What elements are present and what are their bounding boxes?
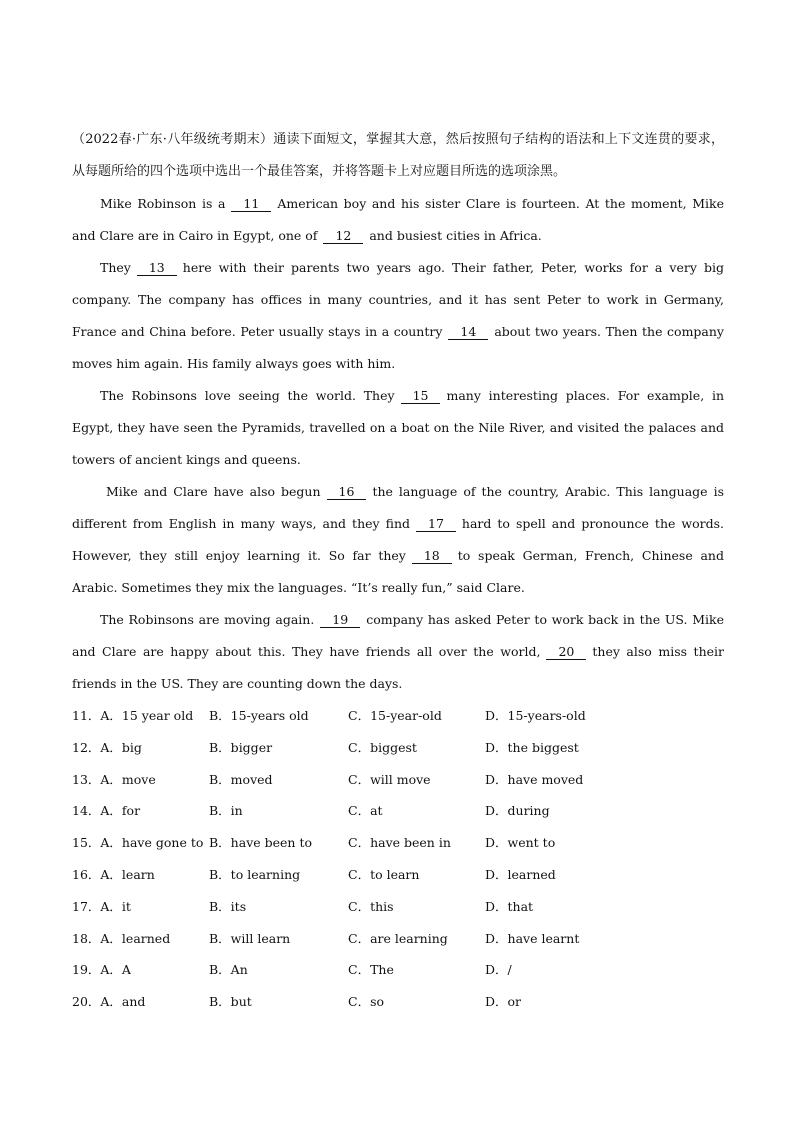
text: The Robinsons love seeing the world. They (100, 388, 395, 403)
option-c: C．so (348, 994, 385, 1010)
paragraph-3 (72, 380, 724, 476)
option-c: C．have been in (348, 835, 451, 851)
blank-17: 17 (416, 517, 456, 532)
option-b: B．in (209, 803, 243, 819)
blank-16: 16 (327, 485, 367, 500)
text: the language of the country, Arabic. This language is different from English in many ways, and they find (72, 484, 724, 531)
text: Mike and Clare have also begun (106, 484, 321, 499)
option-a: 14．A．for (72, 803, 141, 819)
option-a: 12．A．big (72, 739, 142, 755)
option-d: D．that (485, 898, 534, 914)
text: hard to spell and pronounce the words. However, they still enjoy learning it. So far they (72, 516, 725, 563)
option-d: D．have moved (485, 771, 584, 787)
option-a: 16．A．learn (72, 866, 155, 882)
option-c: C．The (348, 962, 394, 978)
option-a: 18．A．learned (72, 930, 171, 946)
blank-12: 12 (323, 229, 363, 244)
option-b: B．but (209, 994, 252, 1010)
option-c: C．this (348, 898, 394, 914)
paragraph-2 (72, 252, 724, 380)
text: they also miss their friends in the US. They are counting down the days. (72, 644, 725, 691)
question-row (72, 795, 724, 827)
paragraph-5 (72, 604, 724, 700)
text: company has asked Peter to work back in the US. Mike and Clare are happy about this. They have friends all over the world, (72, 612, 724, 659)
option-d: D．or (485, 994, 522, 1010)
option-a: 19．A．A (72, 962, 131, 978)
option-a: 20．A．and (72, 994, 146, 1010)
text: They (100, 260, 131, 275)
option-b: B．have been to (209, 835, 312, 851)
option-b: B．bigger (209, 739, 273, 755)
option-d: D．the biggest (485, 739, 579, 755)
option-d: D．during (485, 803, 550, 819)
question-row (72, 764, 724, 796)
option-b: B．An (209, 962, 248, 978)
option-b: B．will learn (209, 930, 291, 946)
question-row (72, 954, 724, 986)
question-row (72, 827, 724, 859)
text: many interesting places. For example, in Egypt, they have seen the Pyramids, travelled on a boat on the Nile River, and visited the palaces and towers of ancient kings and queens. (72, 388, 724, 467)
option-b: B．15-years old (209, 708, 309, 723)
text: and busiest cities in Africa. (369, 228, 542, 243)
option-a: 15．A．have gone to (72, 835, 204, 851)
paragraph-1 (72, 188, 724, 252)
blank-15: 15 (401, 389, 441, 404)
question-row (72, 923, 724, 955)
option-c: C．will move (348, 771, 431, 787)
text: about two years. Then the company moves him again. His family always goes with him. (72, 324, 724, 371)
option-a: 17．A．it (72, 898, 131, 914)
option-d: D．15-years-old (485, 708, 586, 723)
document-page (72, 124, 724, 1018)
text: American boy and his sister Clare is fourteen. At the moment, Mike and Clare are in Cairo in Egypt, one of (72, 196, 724, 243)
option-a: 13．A．move (72, 771, 156, 787)
option-a: 11．A．15 year old (72, 708, 194, 723)
text: to speak German, French, Chinese and Arabic. Sometimes they mix the languages. “It’s really fun,” said Clare. (72, 548, 724, 595)
blank-19: 19 (320, 613, 360, 628)
paragraph-4 (72, 476, 724, 604)
option-c: C．are learning (348, 930, 448, 946)
blank-18: 18 (412, 549, 452, 564)
question-row (72, 986, 724, 1018)
option-b: B．to learning (209, 866, 301, 882)
blank-20: 20 (546, 645, 586, 660)
text: Mike Robinson is a (100, 196, 226, 211)
blank-14: 14 (448, 325, 488, 340)
option-d: D．went to (485, 835, 556, 851)
question-row (72, 732, 724, 764)
question-row (72, 859, 724, 891)
blank-13: 13 (137, 261, 177, 276)
text: here with their parents two years ago. Their father, Peter, works for a very big company. The company has offices in many countries, and it has sent Peter to work in Germany, France and China before. Peter usually stays in a country (72, 260, 724, 339)
option-c: C．at (348, 803, 383, 819)
option-d: D．learned (485, 866, 556, 882)
option-d: D．/ (485, 962, 512, 978)
option-c: C．biggest (348, 739, 417, 755)
option-b: B．moved (209, 771, 273, 787)
blank-11: 11 (231, 197, 271, 212)
instructions: （2022春·广东·八年级统考期末）通读下面短文，掌握其大意，然后按照句子结构的语法和上下文连贯的要求，从每题所给的四个选项中选出一个最佳答案，并将答题卡上对应题目所选的选项涂黑。 (72, 132, 724, 179)
option-d: D．have learnt (485, 930, 580, 946)
option-c: C．to learn (348, 866, 420, 882)
question-row (72, 700, 724, 732)
answer-options (72, 700, 724, 1018)
question-row (72, 891, 724, 923)
option-b: B．its (209, 898, 247, 914)
text: The Robinsons are moving again. (100, 612, 315, 627)
option-c: C．15-year-old (348, 708, 442, 723)
